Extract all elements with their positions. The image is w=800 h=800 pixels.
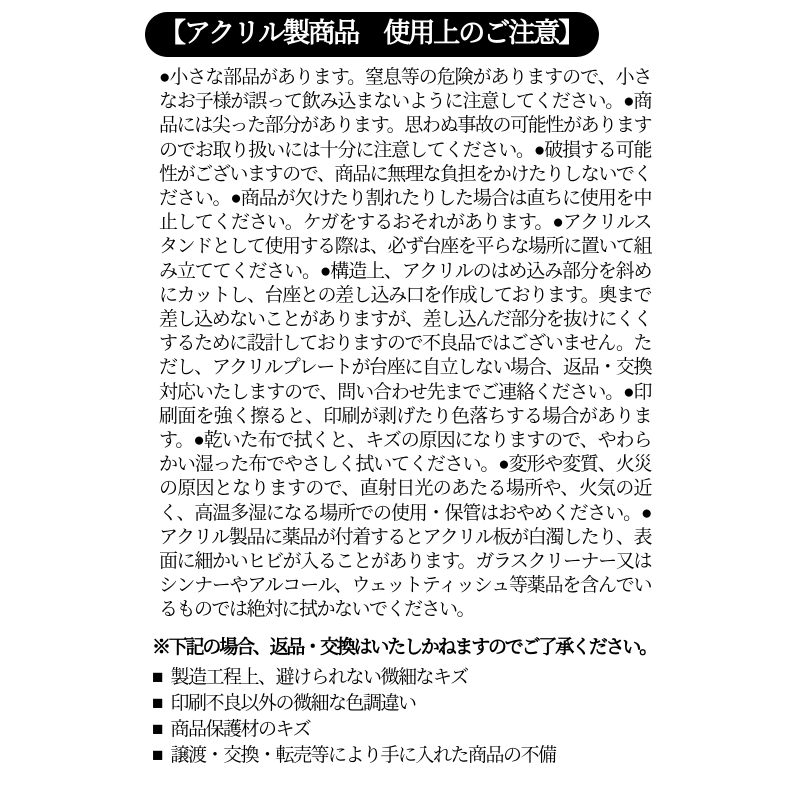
list-item-text: 製造工程上、避けられない微細なキズ bbox=[170, 666, 468, 688]
list-item-text: 印刷不良以外の微細な色調違い bbox=[170, 692, 416, 714]
list-item bbox=[152, 717, 659, 743]
square-bullet-icon: ■ bbox=[152, 718, 164, 740]
precautions-text: ●小さな部品があります。窒息等の危険がありますので、小さなお子様が誤って飲み込まないように注意してください。●商品には尖った部分があります。思わぬ事故の可能性がありますのでお取り扱いには十分に注意してください。●破損する可能性がございますので、商品に無理な負担をかけたりしないでください。●商品が欠けたり割れたりした場合は直ちに使用を中止してください。ケガをするおそれがあります。●アクリルスタンドとして使用する際は、必ず台座を平らな場所に置いて組み立ててください。●構造上、アクリルのはめ込み部分を斜めにカットし、台座との差し込み口を作成しております。奥まで差し込めないことがありますが、差し込んだ部分を抜けにくくするために設計しておりますので不良品ではございません。ただし、アクリルプレートが台座に自立しない場合、返品・交換対応いたしますので、問い合わせ先までご連絡ください。●印刷面を強く擦ると、印刷が剥げたり色落ちする場合があります。●乾いた布で拭くと、キズの原因になりますので、やわらかい湿った布でやさしく拭いてください。●変形や変質、火災の原因となりますので、直射日光のあたる場所や、火気の近く、高温多湿になる場所での使用・保管はおやめください。●アクリル製品に薬品が付着するとアクリル板が白濁したり、表面に細かいヒビが入ることがあります。ガラスクリーナー又はシンナーやアルコール、ウェットティッシュ等薬品を含んでいるものでは絶対に拭かないでください。 bbox=[159, 67, 651, 621]
list-item bbox=[152, 665, 659, 691]
notice-title: 【アクリル製商品 使用上のご注意】 bbox=[159, 18, 584, 48]
list-item bbox=[152, 743, 659, 769]
returns-policy-heading: ※下記の場合、返品・交換はいたしかねますのでご了承ください。 bbox=[152, 636, 657, 658]
list-item-text: 譲渡・交換・転売等により手に入れた商品の不備 bbox=[170, 744, 556, 766]
square-bullet-icon: ■ bbox=[152, 692, 164, 714]
square-bullet-icon: ■ bbox=[152, 666, 164, 688]
square-bullet-icon: ■ bbox=[152, 744, 164, 766]
notice-title-banner bbox=[145, 12, 599, 57]
returns-policy-list bbox=[152, 665, 659, 769]
list-item-text: 商品保護材のキズ bbox=[170, 718, 311, 740]
notice-content bbox=[145, 12, 659, 769]
list-item bbox=[152, 691, 659, 717]
